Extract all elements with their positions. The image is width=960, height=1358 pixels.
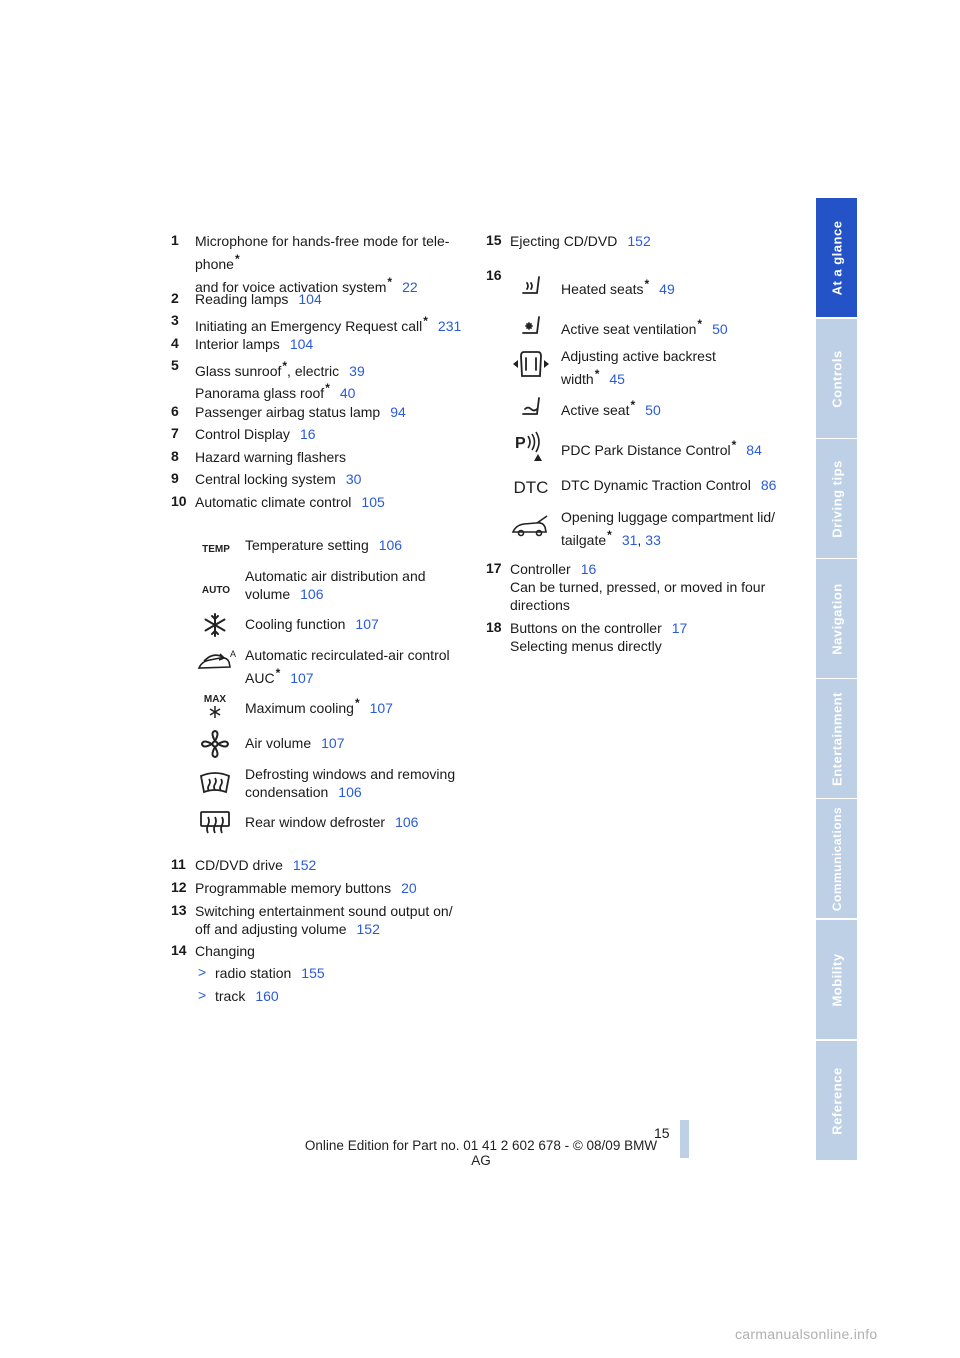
item-text: phone — [195, 256, 234, 272]
optional-star: * — [387, 275, 393, 289]
item-number: 12 — [171, 879, 187, 895]
climate-row — [245, 694, 393, 717]
page-link[interactable]: 17 — [671, 620, 688, 636]
climate-row — [245, 615, 379, 633]
page-link[interactable]: 160 — [255, 988, 279, 1004]
item-text: Microphone for hands-free mode for tele- — [195, 233, 450, 249]
climate-label: volume — [245, 586, 291, 602]
climate-row — [245, 813, 418, 831]
page-link[interactable]: 30 — [345, 471, 362, 487]
climate-label: Automatic recirculated-air control — [245, 647, 450, 663]
climate-label: Air volume — [245, 735, 312, 751]
item-text: Selecting menus directly — [510, 638, 662, 654]
tab-label: Driving tips — [829, 459, 844, 538]
tab-entertainment[interactable] — [816, 679, 857, 798]
tab-at-a-glance[interactable] — [816, 198, 857, 317]
page-link[interactable]: 16 — [299, 426, 316, 442]
svg-text:TEMP: TEMP — [202, 544, 230, 555]
climate-label: Rear window defroster — [245, 814, 386, 830]
item-number: 5 — [171, 357, 179, 373]
tab-label: Mobility — [829, 952, 844, 1007]
item-text: Hazard warning flashers — [195, 449, 346, 465]
dtc-icon — [511, 474, 551, 498]
pdc-icon — [512, 430, 548, 462]
item-text: Central locking system — [195, 471, 336, 487]
tab-label: Communications — [829, 806, 844, 911]
climate-row — [245, 646, 450, 687]
page-link[interactable]: 107 — [355, 616, 379, 632]
climate-row — [245, 536, 402, 554]
seat-label: Active seat — [561, 402, 630, 418]
optional-star: * — [325, 381, 330, 395]
item-text: Control Display — [195, 426, 290, 442]
page-link[interactable]: 49 — [659, 281, 675, 297]
page-link[interactable]: 39 — [349, 363, 365, 379]
recirculation-icon — [196, 648, 236, 674]
item-number: 17 — [486, 560, 502, 576]
chapter-sidebar — [816, 198, 857, 1160]
max-cooling-icon — [198, 691, 232, 721]
tab-communications[interactable] — [816, 799, 857, 918]
item-text: , electric — [287, 363, 340, 379]
seat-label: PDC Park Distance Control — [561, 442, 731, 458]
footer-text: Online Edition for Part no. 01 41 2 602 678 - © 08/09 BMW AG — [304, 1138, 658, 1168]
svg-text:P: P — [515, 435, 526, 452]
tab-label: At a glance — [829, 220, 844, 295]
seat-label: Adjusting active backrest — [561, 348, 716, 364]
tab-mobility[interactable] — [816, 920, 857, 1039]
snowflake-icon — [200, 612, 230, 638]
item-9 — [195, 470, 465, 488]
item-text: track — [215, 988, 246, 1004]
item-6 — [195, 403, 465, 421]
optional-star: * — [644, 277, 650, 291]
item-text: Initiating an Emergency Request call — [195, 318, 423, 334]
item-text: Changing — [195, 943, 255, 959]
climate-label: condensation — [245, 784, 329, 800]
page-link[interactable]: 105 — [361, 494, 385, 510]
optional-star: * — [354, 696, 360, 710]
item-14-bullet-1 — [215, 964, 485, 982]
seat-row — [561, 315, 728, 338]
optional-star: * — [607, 528, 612, 542]
page-link[interactable]: 107 — [321, 735, 345, 751]
item-number: 14 — [171, 942, 187, 958]
seat-row — [561, 347, 716, 388]
optional-star: * — [594, 367, 600, 381]
item-8 — [195, 448, 465, 466]
item-number: 18 — [486, 619, 502, 635]
seat-row — [561, 275, 675, 298]
tab-driving-tips[interactable] — [816, 439, 857, 558]
item-14 — [195, 942, 465, 960]
item-number: 6 — [171, 403, 179, 419]
item-number: 16 — [486, 267, 502, 283]
item-number: 15 — [486, 232, 502, 248]
item-number: 9 — [171, 470, 179, 486]
svg-text:DTC: DTC — [513, 478, 549, 497]
item-4 — [195, 335, 465, 353]
page-link[interactable]: 50 — [645, 402, 661, 418]
page-link[interactable]: 33 — [645, 532, 661, 548]
item-5 — [195, 357, 465, 380]
heated-seat-icon — [516, 271, 546, 299]
tab-controls[interactable] — [816, 319, 857, 438]
item-text: off and adjusting volume — [195, 921, 347, 937]
item-18 — [510, 619, 790, 655]
page-link[interactable]: 106 — [395, 814, 419, 830]
page-link[interactable]: 152 — [292, 857, 317, 873]
climate-label: Defrosting windows and removing — [245, 766, 456, 782]
climate-label: Maximum cooling — [245, 700, 354, 716]
optional-star: * — [275, 666, 281, 680]
page-link[interactable]: 106 — [378, 537, 403, 553]
seat-row — [561, 396, 661, 419]
tab-label: Entertainment — [829, 691, 844, 786]
item-text: Controller — [510, 561, 571, 577]
item-15 — [510, 232, 790, 250]
seat-ventilation-icon — [516, 311, 546, 339]
item-text: Passenger airbag status lamp — [195, 404, 381, 420]
tab-navigation[interactable] — [816, 559, 857, 678]
item-number: 7 — [171, 425, 179, 441]
page-link[interactable]: 152 — [356, 921, 380, 937]
item-text: Switching entertainment sound output on/ — [195, 903, 453, 919]
seat-row — [561, 476, 776, 494]
page-link[interactable]: 86 — [760, 477, 777, 493]
item-number: 1 — [171, 232, 179, 248]
page-link[interactable]: 94 — [390, 404, 406, 420]
item-text: Buttons on the controller — [510, 620, 662, 636]
item-text: Panorama glass roof — [195, 385, 325, 401]
item-13 — [195, 902, 465, 938]
page-number-bar — [680, 1120, 689, 1158]
page-number: 15 — [654, 1125, 670, 1141]
item-12 — [195, 879, 465, 897]
item-text: Interior lamps — [195, 336, 280, 352]
svg-text:A: A — [230, 649, 236, 659]
seat-row — [561, 508, 775, 549]
page-link[interactable]: 40 — [339, 385, 356, 401]
item-number: 10 — [171, 493, 187, 509]
item-1 — [195, 232, 465, 296]
item-text: directions — [510, 597, 570, 613]
item-text: Ejecting CD/DVD — [510, 233, 618, 249]
item-3 — [195, 312, 465, 335]
optional-star: * — [697, 317, 703, 331]
climate-label: Temperature setting — [245, 537, 369, 553]
page-link[interactable]: 155 — [301, 965, 325, 981]
item-text: and for voice activation system — [195, 279, 387, 295]
bullet-marker: > — [198, 987, 207, 1003]
page-link[interactable]: 104 — [289, 336, 314, 352]
item-number: 2 — [171, 290, 179, 306]
seat-label: Active seat ventilation — [561, 321, 697, 337]
seat-label: width — [561, 371, 594, 387]
page-link[interactable]: 107 — [290, 670, 314, 686]
seat-row — [561, 436, 762, 459]
item-10 — [195, 493, 465, 511]
optional-star: * — [731, 438, 737, 452]
optional-star: * — [234, 252, 240, 266]
climate-label: Automatic air distribution and — [245, 568, 426, 584]
optional-star: * — [423, 314, 428, 328]
optional-star: * — [630, 398, 636, 412]
fan-icon — [199, 728, 231, 760]
tab-label: Reference — [829, 1066, 844, 1135]
page-link[interactable]: 50 — [712, 321, 728, 337]
item-text: CD/DVD drive — [195, 857, 283, 873]
tab-reference[interactable] — [816, 1041, 857, 1160]
item-5-sub — [195, 379, 465, 402]
item-14-bullet-2 — [215, 987, 485, 1005]
seat-label: Opening luggage compartment lid/ — [561, 509, 776, 525]
page-link[interactable]: 231 — [437, 318, 462, 334]
page-link[interactable]: 84 — [746, 442, 762, 458]
page-link[interactable]: 20 — [401, 880, 417, 896]
page-link[interactable]: 22 — [402, 279, 418, 295]
separator: , — [637, 532, 642, 548]
climate-row — [245, 734, 345, 752]
page-link[interactable]: 107 — [369, 700, 393, 716]
item-11 — [195, 856, 465, 874]
climate-row — [245, 567, 426, 603]
item-text: Programmable memory buttons — [195, 880, 392, 896]
optional-star: * — [282, 359, 288, 373]
seat-label: tailgate — [561, 532, 607, 548]
backrest-width-icon — [512, 348, 550, 382]
item-text: Can be turned, pressed, or moved in four — [510, 579, 766, 595]
tab-label: Navigation — [829, 582, 844, 655]
watermark: carmanualsonline.info — [735, 1326, 878, 1342]
svg-text:AUTO: AUTO — [201, 585, 231, 596]
windshield-defrost-icon — [198, 770, 232, 796]
bullet-marker: > — [198, 964, 207, 980]
item-number: 8 — [171, 448, 179, 464]
climate-label: AUC — [245, 670, 275, 686]
page-link[interactable]: 152 — [627, 233, 651, 249]
page-link[interactable]: 104 — [298, 291, 322, 307]
item-text: radio station — [215, 965, 292, 981]
page-link[interactable]: 106 — [338, 784, 362, 800]
page-link[interactable]: 31 — [621, 532, 638, 548]
page-link[interactable]: 16 — [580, 561, 597, 577]
item-number: 11 — [171, 856, 186, 872]
svg-text:MAX: MAX — [203, 694, 227, 705]
item-number: 4 — [171, 335, 179, 351]
auto-icon — [196, 577, 236, 599]
active-seat-icon — [516, 392, 546, 420]
page-link[interactable]: 106 — [300, 586, 324, 602]
item-number: 3 — [171, 312, 179, 328]
item-text: Automatic climate control — [195, 494, 352, 510]
seat-label: DTC Dynamic Traction Control — [561, 477, 751, 493]
climate-label: Cooling function — [245, 616, 346, 632]
climate-row — [245, 765, 455, 801]
item-text: Reading lamps — [195, 291, 289, 307]
item-2 — [195, 290, 465, 308]
rear-window-defrost-icon — [198, 808, 232, 836]
item-text: Glass sunroof — [195, 363, 282, 379]
item-7 — [195, 425, 465, 443]
item-number: 13 — [171, 902, 187, 918]
trunk-lid-icon — [511, 512, 551, 538]
seat-label: Heated seats — [561, 281, 644, 297]
temp-icon — [196, 536, 236, 558]
tab-label: Controls — [829, 349, 844, 408]
page-link[interactable]: 45 — [609, 371, 625, 387]
item-17 — [510, 560, 790, 614]
